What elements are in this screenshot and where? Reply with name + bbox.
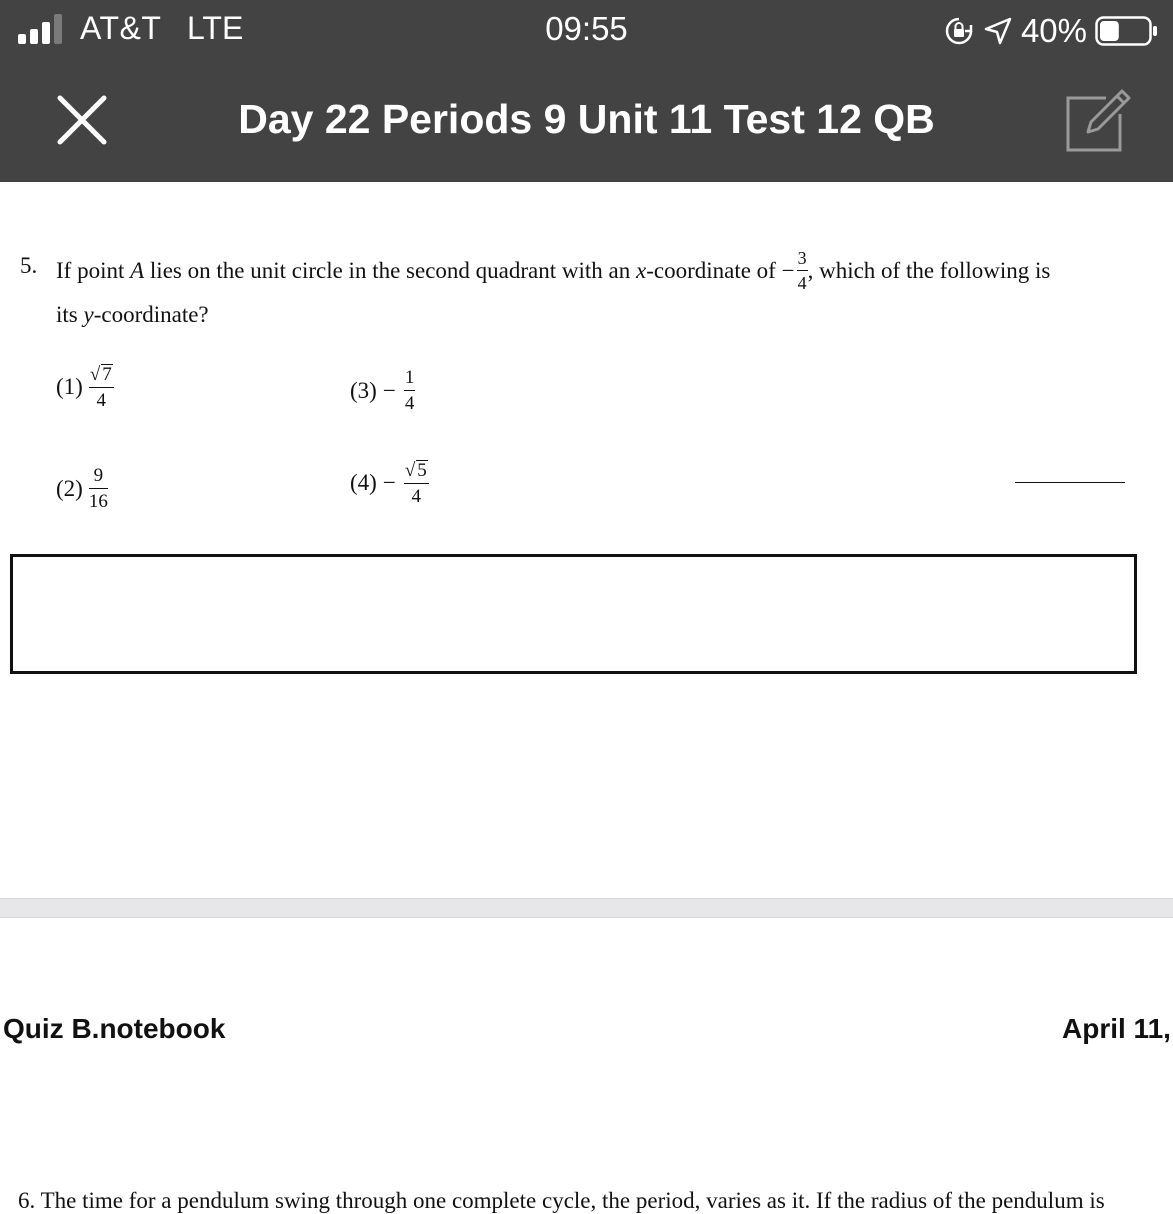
option-fraction: $\frac{√ 5}{4}$ xyxy=(404,460,427,507)
page-divider xyxy=(0,898,1173,918)
notebook-name: Quiz B.notebook xyxy=(3,1013,226,1044)
option-label: (1) xyxy=(56,374,83,399)
question-number: 5. xyxy=(20,253,38,278)
document-title: Day 22 Periods 9 Unit 11 Test 12 QB xyxy=(238,96,935,142)
answer-option-2[interactable] xyxy=(56,466,108,511)
option-fraction: $\frac{9}{16}$ xyxy=(88,465,108,512)
question-text: If point A lies on the unit circle in the second quadrant with an x-coordinate of − $\frac{3}{4}$ , which of the following is xyxy=(56,248,1051,293)
notebook-page-2 xyxy=(0,918,1173,1213)
question-text-line2: its y-coordinate? xyxy=(56,302,209,327)
option-fraction: $\frac{1}{4}$ xyxy=(404,367,415,414)
status-right-group xyxy=(943,10,1159,52)
x-coordinate-fraction: $\frac{3}{4}$ xyxy=(797,248,807,293)
option-fraction: $\frac{√ 7}{4}$ xyxy=(89,364,112,411)
answer-blank-line xyxy=(1015,482,1125,483)
notebook-date: April 11, xyxy=(1062,1013,1171,1044)
answer-option-4[interactable]: (4) − $\frac{√ 5}{4}$ xyxy=(350,460,427,507)
answer-option-3[interactable]: (3) − $\frac{1}{4}$ xyxy=(350,367,415,414)
battery-icon xyxy=(1095,15,1159,47)
next-question-text: 6. The time for a pendulum swing through one complete cycle, the period, varies as it. If the radius of the pendulum is xyxy=(18,1188,1105,1213)
answer-box[interactable] xyxy=(10,554,1137,674)
carrier-name: AT&T xyxy=(80,10,162,46)
option-label: (4) xyxy=(350,470,377,495)
status-time: 09:55 xyxy=(545,10,628,47)
network-type: LTE xyxy=(187,10,244,46)
status-bar xyxy=(0,0,1173,62)
option-label: (2) xyxy=(56,475,83,501)
orientation-lock-icon xyxy=(943,15,975,47)
battery-percent: 40% xyxy=(1020,12,1087,49)
notebook-page xyxy=(0,182,1173,898)
location-arrow-icon xyxy=(983,16,1013,46)
nav-bar xyxy=(0,62,1173,182)
option-label: (3) xyxy=(350,377,377,403)
edit-icon[interactable] xyxy=(1062,84,1134,156)
answer-option-1[interactable] xyxy=(56,364,114,410)
